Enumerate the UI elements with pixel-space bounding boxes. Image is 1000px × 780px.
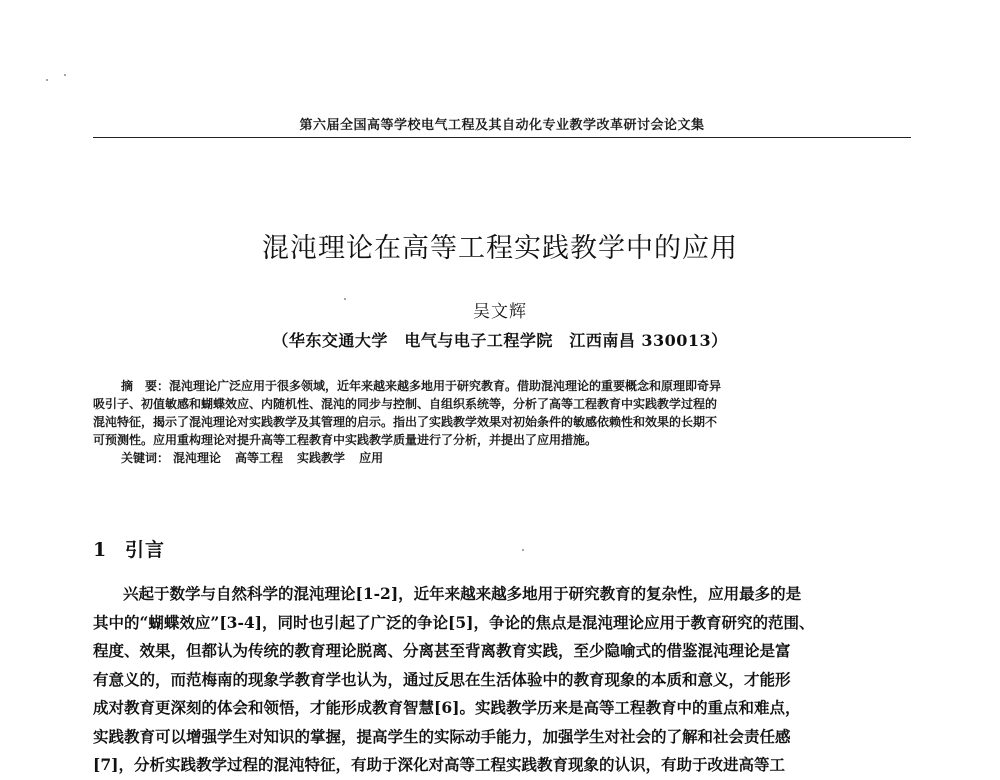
body-line: 兴起于数学与自然科学的混沌理论[1-2]，近年来越来越多地用于研究教育的复杂性，应用最多的是 — [123, 584, 802, 603]
section-number: 1 — [93, 539, 108, 561]
author-name: 吴文辉 — [473, 302, 527, 322]
scan-speck — [522, 549, 524, 551]
section-heading — [93, 535, 165, 562]
running-header: 第六届全国高等学校电气工程及其自动化专业教学改革研讨会论文集 — [299, 118, 705, 133]
body-paragraph — [93, 580, 911, 780]
section-title: 引言 — [125, 539, 166, 561]
body-line: 其中的“蝴蝶效应”[3-4]，同时也引起了广泛的争论[5]，争论的焦点是混沌理论应用于教育研究的范围、 — [93, 612, 815, 632]
body-line: 成对教育更深刻的体会和领悟，才能形成教育智慧[6]。实践教学历来是高等工程教育中的重点和难点， — [93, 698, 801, 717]
scan-speck — [64, 74, 66, 76]
keyword: 高等工程 — [235, 451, 284, 465]
body-line: 有意义的，而范梅南的现象学教育学也认为，通过反思在生活体验中的教育现象的本质和意义，才能形 — [93, 669, 791, 689]
keyword: 应用 — [359, 451, 384, 465]
header-rule — [93, 137, 911, 138]
author-affiliation: （华东交通大学 电气与电子工程学院 江西南昌 330013） — [272, 331, 728, 350]
keywords-label: 关键词： — [121, 451, 170, 465]
body-line: 实践教育可以增强学生对知识的掌握，提高学生的实际动手能力，加强学生对社会的了解和社会责任感 — [93, 726, 791, 746]
abstract-block — [93, 377, 911, 467]
abstract-line: 摘 要：混沌理论广泛应用于很多领域，近年来越来越多地用于研究教育。借助混沌理论的重要概念和原理即奇异 — [121, 379, 722, 393]
abstract-line: 混沌特征，揭示了混沌理论对实践教学及其管理的启示。指出了实践教学效果对初始条件的敏感依赖性和效果的长期不 — [93, 415, 718, 429]
body-line: 程度、效果，但都认为传统的教育理论脱离、分离甚至背离教育实践，至少隐喻式的借鉴混沌理论是富 — [93, 641, 791, 660]
abstract-label: 摘 要： — [121, 379, 170, 393]
scan-speck — [46, 79, 48, 81]
abstract-line: 可预测性。应用重构理论对提升高等工程教育中实践教学质量进行了分析，并提出了应用措施。 — [93, 433, 598, 447]
keyword: 混沌理论 — [173, 451, 222, 465]
abstract-line: 吸引子、初值敏感和蝴蝶效应、内随机性、混沌的同步与控制、自组织系统等，分析了高等工程教育中实践教学过程的 — [93, 397, 718, 411]
keyword: 实践教学 — [297, 451, 346, 465]
body-line: [7]，分析实践教学过程的混沌特征，有助于深化对高等工程实践教育现象的认识，有助于改进高等工 — [93, 755, 785, 774]
paper-title: 混沌理论在高等工程实践教学中的应用 — [262, 233, 738, 264]
keywords-line — [93, 449, 911, 467]
